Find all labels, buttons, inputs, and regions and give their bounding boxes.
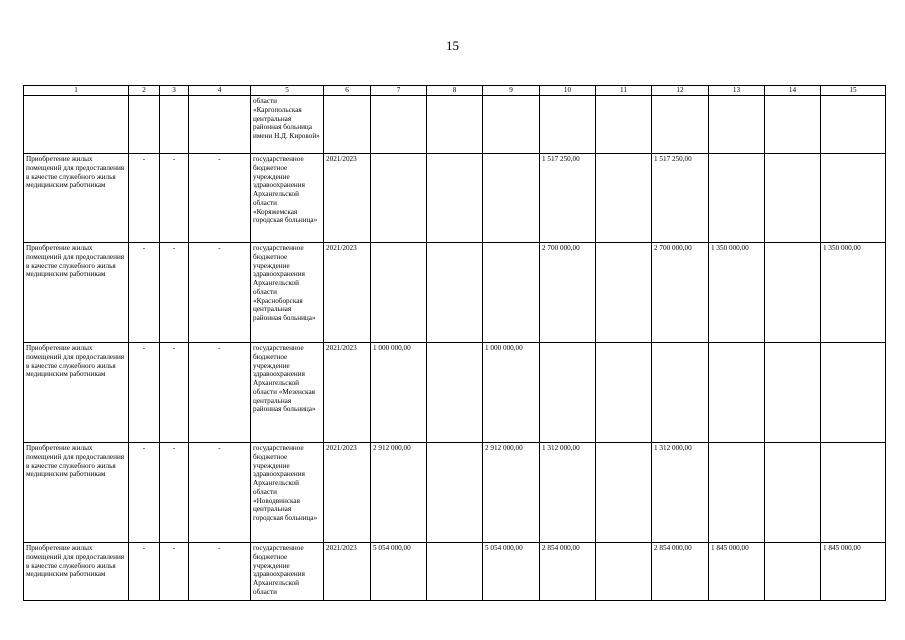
table-cell xyxy=(483,96,540,154)
table-cell xyxy=(371,96,427,154)
column-header: 14 xyxy=(765,86,821,96)
table-cell: - xyxy=(129,343,160,443)
table-cell: 1 845 000,00 xyxy=(709,543,765,601)
table-cell: 2021/2023 xyxy=(324,243,371,343)
table-cell: - xyxy=(160,154,189,243)
table-cell: - xyxy=(129,154,160,243)
table-cell: - xyxy=(189,154,251,243)
table-cell: - xyxy=(129,443,160,543)
table-cell: - xyxy=(189,243,251,343)
table-cell xyxy=(160,96,189,154)
table-cell xyxy=(540,96,596,154)
table-cell: государственное бюджетное учреждение здравоохранения Архангельской области «Коряжемская городская больница» xyxy=(251,154,324,243)
table-cell: 1 000 000,00 xyxy=(371,343,427,443)
table-cell: - xyxy=(189,443,251,543)
table-cell: - xyxy=(129,243,160,343)
column-header: 12 xyxy=(652,86,709,96)
header-row xyxy=(24,86,886,96)
table-cell xyxy=(189,96,251,154)
table-cell xyxy=(427,543,483,601)
table-cell: 2 700 000,00 xyxy=(652,243,709,343)
column-header: 11 xyxy=(596,86,652,96)
table-row xyxy=(24,96,886,154)
table-cell xyxy=(24,96,129,154)
table-cell: Приобретение жилых помещений для предоставления в качестве служебного жилья медицинским работникам xyxy=(24,543,129,601)
table-cell: области «Каргопольская центральная районная больница имени Н.Д. Кировой» xyxy=(251,96,324,154)
column-header: 15 xyxy=(821,86,886,96)
table-cell xyxy=(371,243,427,343)
table-cell: 1 845 000,00 xyxy=(821,543,886,601)
table-cell xyxy=(596,443,652,543)
table-cell xyxy=(821,96,886,154)
table-cell: 1 312 000,00 xyxy=(652,443,709,543)
table-cell: 1 350 000,00 xyxy=(709,243,765,343)
table-cell: 2 912 000,00 xyxy=(483,443,540,543)
column-header: 9 xyxy=(483,86,540,96)
table-cell xyxy=(483,154,540,243)
table-cell: - xyxy=(160,443,189,543)
table-cell: 2021/2023 xyxy=(324,443,371,543)
table-cell xyxy=(821,343,886,443)
table-cell: 1 517 250,00 xyxy=(540,154,596,243)
table-cell xyxy=(709,443,765,543)
table-cell xyxy=(765,343,821,443)
table-cell xyxy=(709,96,765,154)
table-cell: 1 000 000,00 xyxy=(483,343,540,443)
table-cell: 2 854 000,00 xyxy=(652,543,709,601)
table-cell: 1 517 250,00 xyxy=(652,154,709,243)
table-cell: - xyxy=(160,543,189,601)
column-header: 4 xyxy=(189,86,251,96)
column-header: 8 xyxy=(427,86,483,96)
table-cell xyxy=(652,343,709,443)
table-cell xyxy=(596,543,652,601)
table-cell: - xyxy=(129,543,160,601)
table-cell xyxy=(129,96,160,154)
table-cell xyxy=(596,96,652,154)
table-row xyxy=(24,154,886,243)
table-cell: 1 350 000,00 xyxy=(821,243,886,343)
table-cell: 5 054 000,00 xyxy=(483,543,540,601)
table-cell: Приобретение жилых помещений для предоставления в качестве служебного жилья медицинским работникам xyxy=(24,243,129,343)
table-cell: 2 912 000,00 xyxy=(371,443,427,543)
table-cell: - xyxy=(189,343,251,443)
table-body xyxy=(24,96,886,601)
table-row xyxy=(24,543,886,601)
table-cell xyxy=(483,243,540,343)
table-cell: 2021/2023 xyxy=(324,154,371,243)
column-header: 13 xyxy=(709,86,765,96)
table-cell xyxy=(765,96,821,154)
table-cell xyxy=(427,243,483,343)
data-table xyxy=(23,85,886,601)
table-row xyxy=(24,443,886,543)
table-cell xyxy=(709,154,765,243)
table-cell xyxy=(596,243,652,343)
table-cell: Приобретение жилых помещений для предоставления в качестве служебного жилья медицинским работникам xyxy=(24,343,129,443)
table-cell: Приобретение жилых помещений для предоставления в качестве служебного жилья медицинским работникам xyxy=(24,443,129,543)
table-row xyxy=(24,243,886,343)
table-cell: государственное бюджетное учреждение здравоохранения Архангельской области «Мезенская центральная районная больница» xyxy=(251,343,324,443)
table-cell: государственное бюджетное учреждение здравоохранения Архангельской области «Красноборская центральная районная больница» xyxy=(251,243,324,343)
table-row xyxy=(24,343,886,443)
table-cell: 5 054 000,00 xyxy=(371,543,427,601)
table-cell xyxy=(427,443,483,543)
table-cell xyxy=(596,154,652,243)
table-cell: 2021/2023 xyxy=(324,343,371,443)
table-cell xyxy=(821,154,886,243)
table-cell xyxy=(765,543,821,601)
table-cell xyxy=(709,343,765,443)
table-cell: 1 312 000,00 xyxy=(540,443,596,543)
table-cell xyxy=(371,154,427,243)
column-header: 6 xyxy=(324,86,371,96)
table-cell xyxy=(765,154,821,243)
table-cell: государственное бюджетное учреждение здравоохранения Архангельской области «Новодвинская центральная городская больница» xyxy=(251,443,324,543)
column-header: 10 xyxy=(540,86,596,96)
table-cell xyxy=(652,96,709,154)
page-number: 15 xyxy=(446,38,459,53)
column-header: 3 xyxy=(160,86,189,96)
table-cell xyxy=(821,443,886,543)
column-header: 2 xyxy=(129,86,160,96)
table-cell xyxy=(765,243,821,343)
column-header: 7 xyxy=(371,86,427,96)
column-header: 1 xyxy=(24,86,129,96)
table-cell: 2 700 000,00 xyxy=(540,243,596,343)
table-cell: - xyxy=(160,243,189,343)
table-cell xyxy=(324,96,371,154)
table-cell xyxy=(427,154,483,243)
table-cell xyxy=(765,443,821,543)
table-cell: 2 854 000,00 xyxy=(540,543,596,601)
table-cell: - xyxy=(189,543,251,601)
table-cell: Приобретение жилых помещений для предоставления в качестве служебного жилья медицинским работникам xyxy=(24,154,129,243)
table-cell: государственное бюджетное учреждение здравоохранения Архангельской области xyxy=(251,543,324,601)
column-header: 5 xyxy=(251,86,324,96)
table-cell: 2021/2023 xyxy=(324,543,371,601)
table-cell xyxy=(596,343,652,443)
table-cell xyxy=(427,96,483,154)
table-cell xyxy=(540,343,596,443)
table-cell: - xyxy=(160,343,189,443)
table-cell xyxy=(427,343,483,443)
